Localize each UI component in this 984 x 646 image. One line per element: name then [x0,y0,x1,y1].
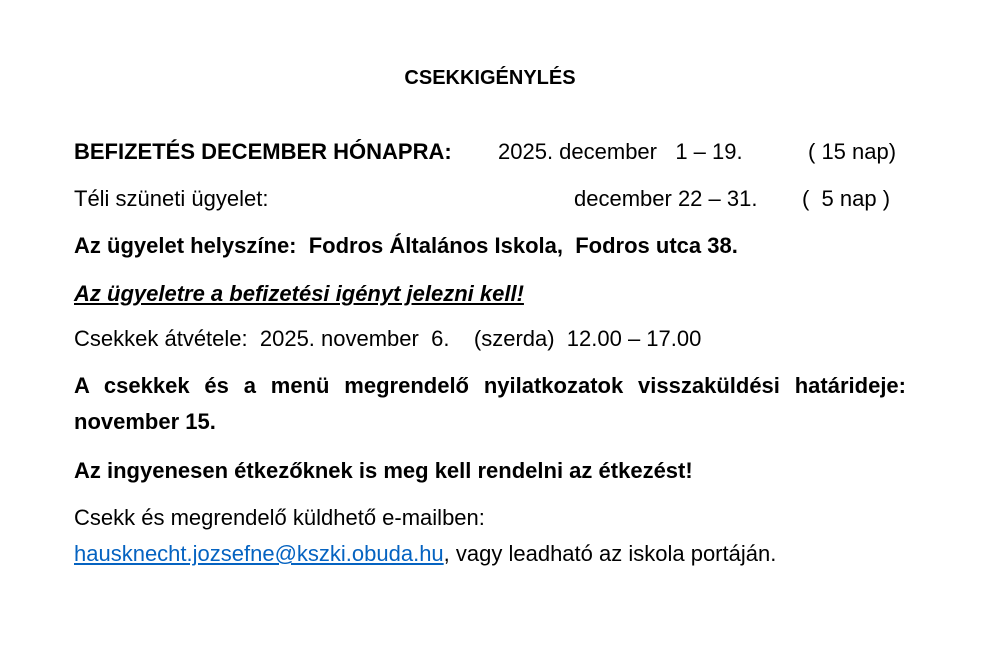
free-meals-notice: Az ingyenesen étkezőknek is meg kell rendelni az étkezést! [74,458,693,483]
email-link[interactable]: hausknecht.jozsefne@kszki.obuda.hu [74,541,444,566]
winter-duty-days: ( 5 nap ) [802,186,891,211]
duty-location: Az ügyelet helyszíne: Fodros Általános Iskola, Fodros utca 38. [74,233,738,258]
winter-duty-dates: december 22 – 31. [574,186,758,211]
duty-notice: Az ügyeletre a befizetési igényt jelezni kell! [74,281,524,306]
email-suffix: , vagy leadható az iskola portáján. [443,541,777,566]
december-payment-label: BEFIZETÉS DECEMBER HÓNAPRA: [74,139,452,164]
winter-duty-label: Téli szüneti ügyelet: [74,186,269,211]
return-deadline: A csekkek és a menü megrendelő nyilatkozatok visszaküldési határideje: november 15. [74,373,906,434]
email-line [74,539,906,569]
document-page [74,0,906,646]
email-intro: Csekk és megrendelő küldhető e-mailben: [74,505,485,530]
duty-notice-line [74,279,906,309]
december-payment-days: ( 15 nap) [808,139,897,164]
cheque-pickup: Csekkek átvétele: 2025. november 6. (szerda) 12.00 – 17.00 [74,326,702,351]
december-payment-dates: 2025. december 1 – 19. [498,139,743,164]
document-title: CSEKKIGÉNYLÉS [404,67,576,89]
